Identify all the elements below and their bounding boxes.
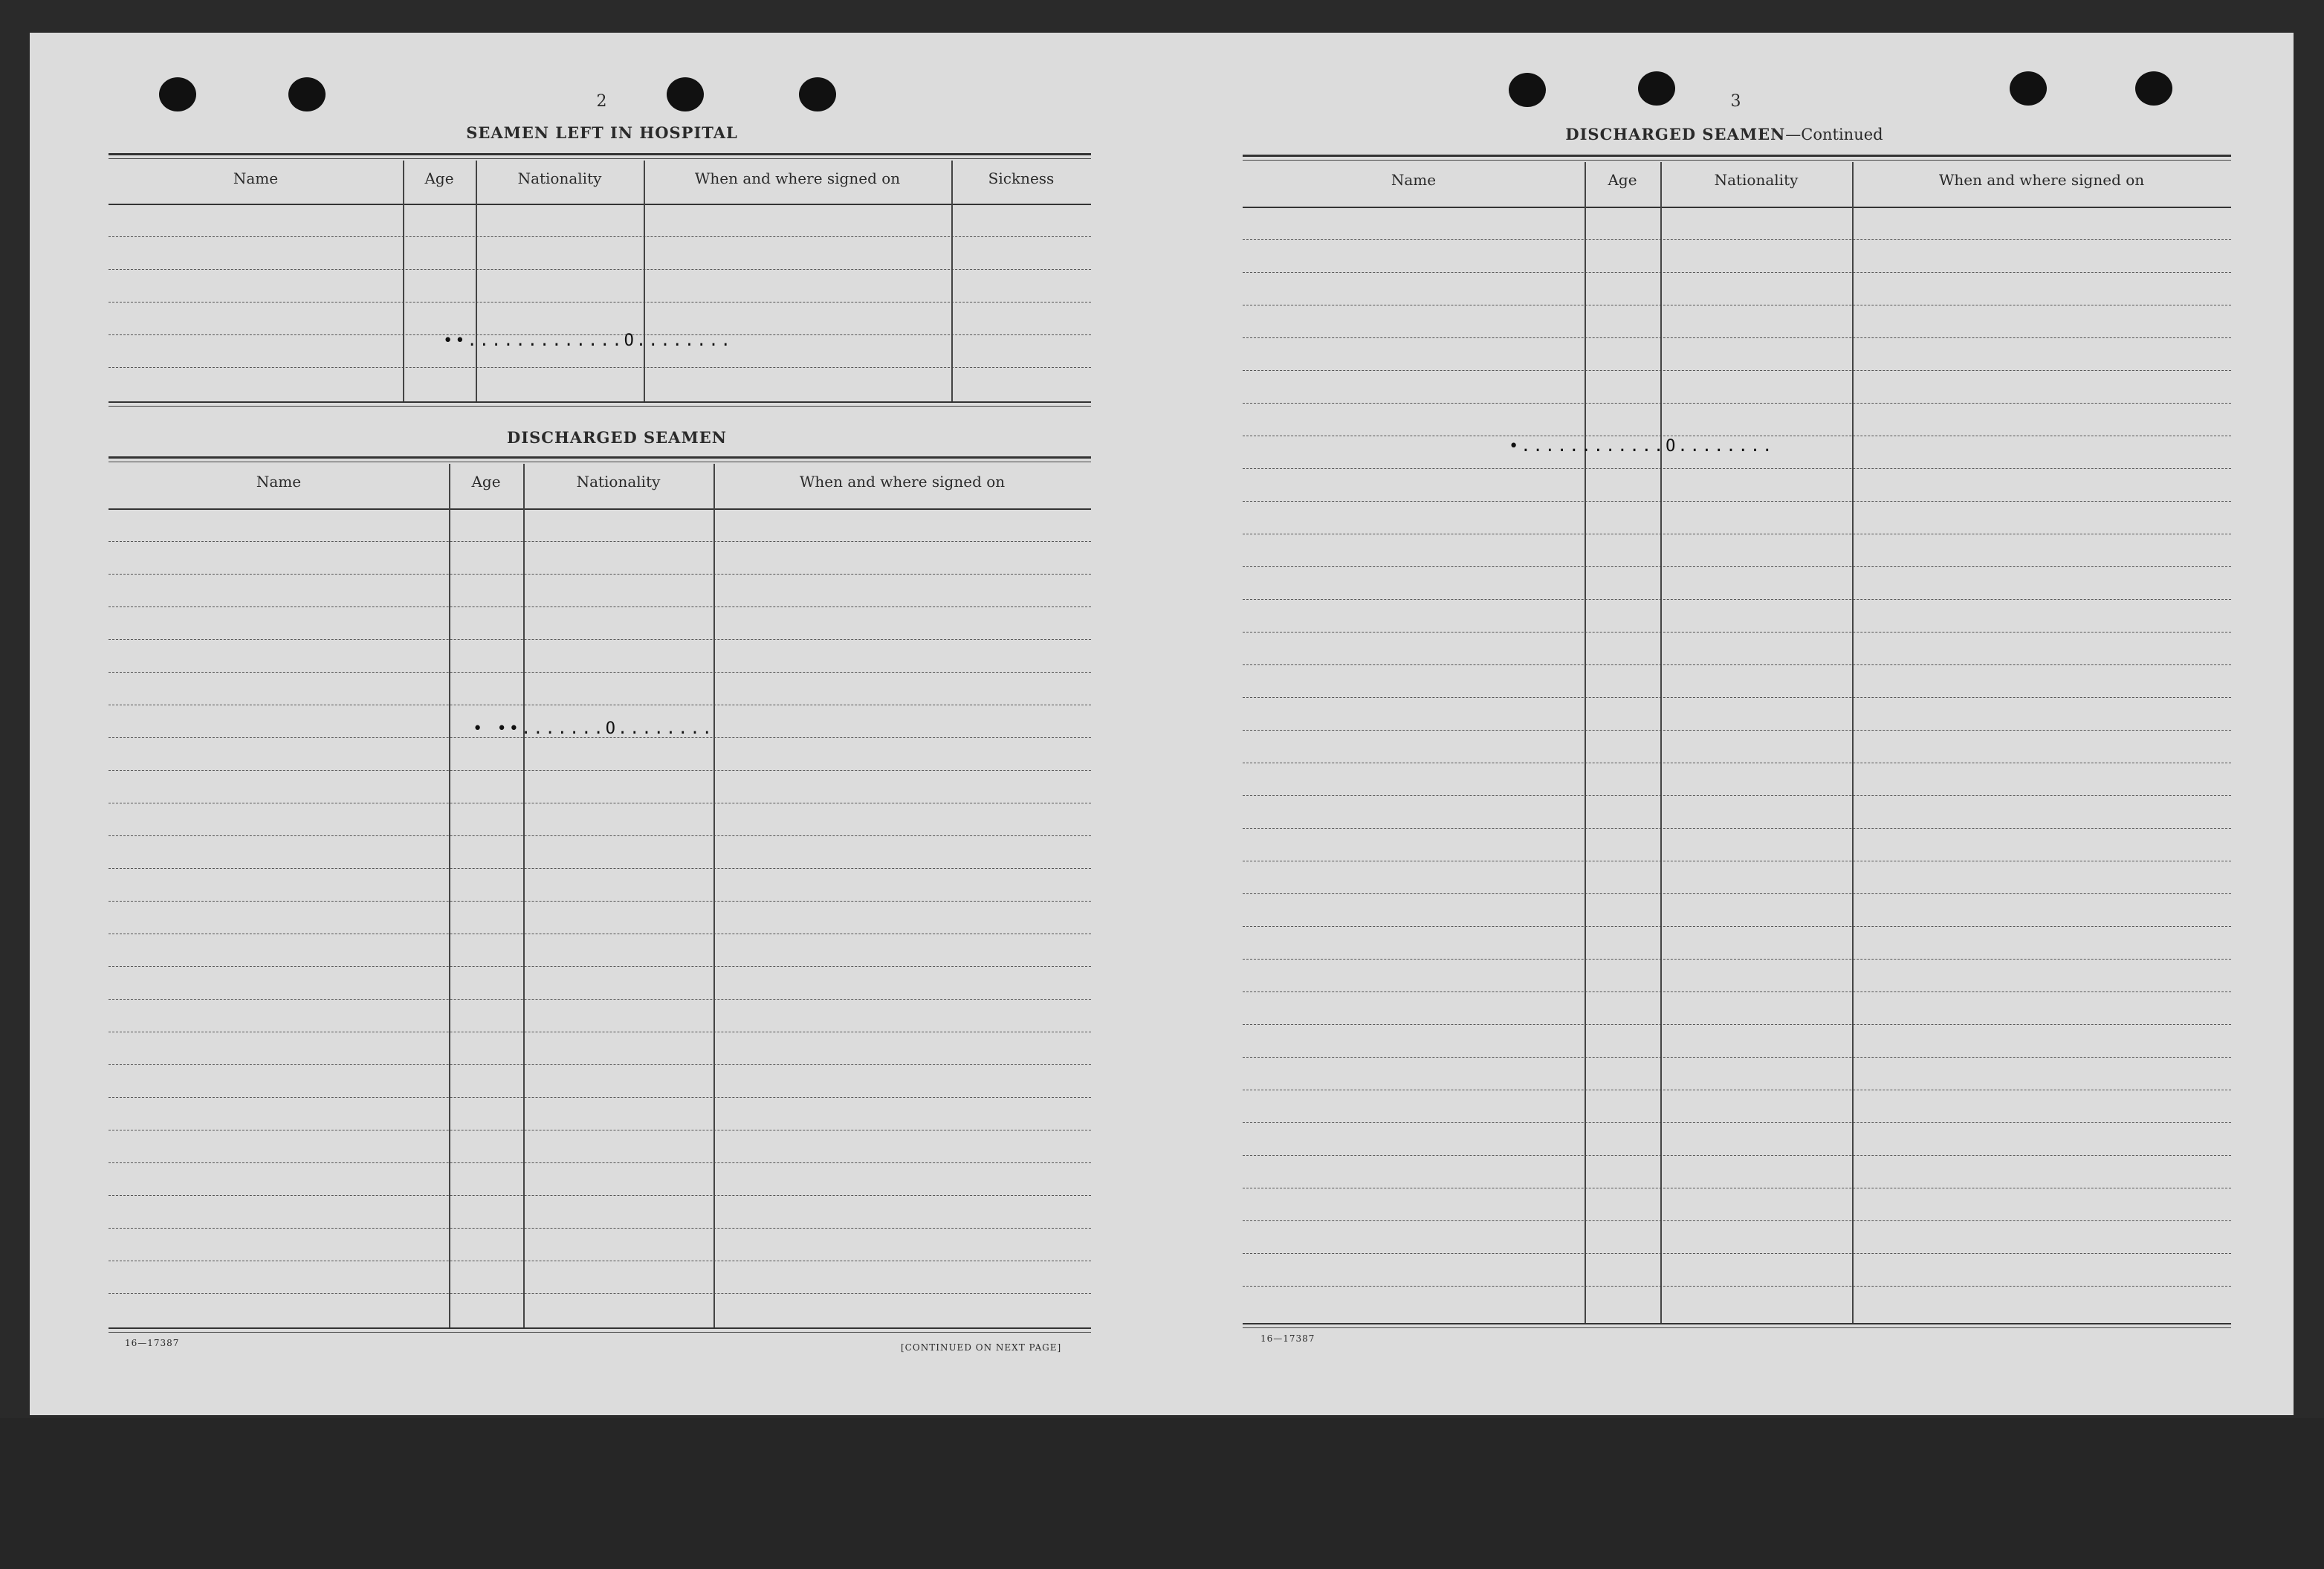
punch-hole xyxy=(288,77,326,111)
right-dot-mark: •............O........ xyxy=(1509,437,1775,456)
page-number-left: 2 xyxy=(596,92,608,111)
col-header-nationality: Nationality xyxy=(517,169,602,187)
punch-hole xyxy=(2010,71,2047,106)
title-main: DISCHARGED SEAMEN xyxy=(1565,125,1786,143)
col-header-age: Age xyxy=(424,169,454,187)
punch-hole xyxy=(1509,73,1546,107)
form-number-left: 16—17387 xyxy=(125,1338,180,1348)
hospital-table xyxy=(109,153,1091,407)
col-header-age: Age xyxy=(471,473,501,491)
discharged-table-right xyxy=(1243,155,2231,1333)
punch-hole xyxy=(2135,71,2172,106)
col-header-signed-on: When and where signed on xyxy=(694,169,901,187)
punch-hole xyxy=(667,77,704,111)
col-header-name: Name xyxy=(233,169,279,187)
punch-hole xyxy=(1638,71,1675,106)
col-header-age: Age xyxy=(1608,171,1637,189)
hospital-section-title: SEAMEN LEFT IN HOSPITAL xyxy=(466,123,738,142)
scan-background xyxy=(0,1418,2324,1569)
punch-hole xyxy=(799,77,836,111)
col-header-name: Name xyxy=(1391,171,1437,189)
discharged-dot-mark: • ••.......O........ xyxy=(473,719,714,738)
col-header-nationality: Nationality xyxy=(576,473,661,491)
col-header-sickness: Sickness xyxy=(988,169,1055,187)
page-number-right: 3 xyxy=(1730,92,1742,111)
discharged-table-left xyxy=(109,456,1091,1335)
discharged-section-title: DISCHARGED SEAMEN xyxy=(507,428,727,447)
col-header-signed-on: When and where signed on xyxy=(1938,171,2145,189)
col-header-signed-on: When and where signed on xyxy=(799,473,1006,491)
punch-hole xyxy=(159,77,196,111)
continued-note: [CONTINUED ON NEXT PAGE] xyxy=(901,1342,1062,1353)
col-header-nationality: Nationality xyxy=(1714,171,1799,189)
title-suffix: —Continued xyxy=(1785,126,1883,143)
form-number-right: 16—17387 xyxy=(1260,1333,1315,1344)
col-header-name: Name xyxy=(256,473,302,491)
discharged-continued-title xyxy=(1501,125,1947,143)
hospital-dot-mark: ••.............O........ xyxy=(443,331,733,350)
